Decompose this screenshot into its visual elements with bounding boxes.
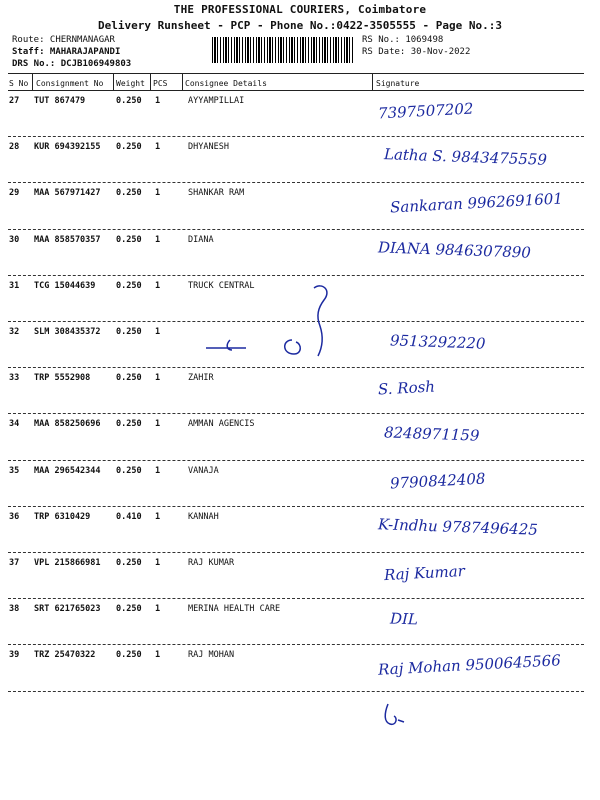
row-sno: 31 bbox=[9, 280, 20, 291]
signature-ink: Sankaran 9962691601 bbox=[389, 189, 564, 217]
row-sno: 32 bbox=[9, 327, 20, 337]
signature-ink: K-Indhu 9787496425 bbox=[377, 515, 539, 539]
row-consignee: DIANA bbox=[188, 234, 214, 245]
row-separator bbox=[8, 182, 584, 183]
drs-label: DRS No.: DCJB106949803 bbox=[12, 59, 132, 69]
row-weight: 0.250 bbox=[116, 280, 142, 291]
row-sno: 28 bbox=[9, 142, 20, 153]
route-label: Route: CHERNMANAGAR bbox=[12, 35, 115, 45]
row-consignee: RAJ MOHAN bbox=[188, 650, 235, 661]
row-consignment-no: KUR 694392155 bbox=[34, 142, 101, 153]
row-pcs: 1 bbox=[155, 419, 161, 430]
row-pcs: 1 bbox=[155, 650, 161, 661]
row-sno: 39 bbox=[9, 650, 20, 661]
header-top-rule bbox=[8, 73, 584, 74]
row-sno: 35 bbox=[9, 465, 20, 476]
table-row bbox=[8, 373, 584, 419]
row-consignee: TRUCK CENTRAL bbox=[188, 280, 255, 291]
row-separator bbox=[8, 552, 584, 553]
signature-ink: Raj Kumar bbox=[383, 561, 466, 585]
row-pcs: 1 bbox=[155, 96, 161, 106]
row-consignment-no: TUT 867479 bbox=[34, 96, 86, 106]
row-consignment-no: MAA 296542344 bbox=[34, 465, 101, 476]
row-pcs: 1 bbox=[155, 373, 161, 384]
row-pcs: 1 bbox=[155, 604, 161, 615]
row-consignee: RAJ KUMAR bbox=[188, 558, 235, 568]
col-divider bbox=[113, 74, 114, 90]
row-weight: 0.250 bbox=[116, 419, 142, 430]
runsheet-title: THE PROFESSIONAL COURIERS, Coimbatore bbox=[173, 3, 427, 16]
row-separator bbox=[8, 644, 584, 645]
col-consignee: Consignee Details bbox=[185, 79, 267, 88]
col-signature: Signature bbox=[376, 79, 420, 88]
row-sno: 29 bbox=[9, 188, 20, 199]
row-sno: 38 bbox=[9, 604, 20, 615]
row-weight: 0.250 bbox=[116, 327, 142, 337]
signature-ink: Latha S. 9843475559 bbox=[383, 145, 548, 170]
row-weight: 0.410 bbox=[116, 511, 142, 522]
signature-ink: DIANA 9846307890 bbox=[377, 237, 532, 262]
ink-scrawl bbox=[196, 282, 366, 372]
row-consignee: KANNAH bbox=[188, 511, 219, 522]
signature-ink: 9790842408 bbox=[389, 469, 486, 493]
meta-right bbox=[362, 34, 470, 58]
table-row bbox=[8, 604, 584, 650]
ink-mark bbox=[380, 700, 410, 730]
col-divider bbox=[372, 74, 373, 90]
runsheet-subtitle: Delivery Runsheet - PCP - Phone No.:0422-3505555 - Page No.:3 bbox=[98, 19, 502, 32]
row-weight: 0.250 bbox=[116, 234, 142, 245]
col-sno: S No bbox=[9, 79, 29, 88]
row-consignment-no: MAA 567971427 bbox=[34, 188, 101, 199]
row-consignee: ZAHIR bbox=[188, 373, 214, 384]
table-row bbox=[8, 558, 584, 604]
row-sno: 34 bbox=[9, 419, 20, 430]
row-consignment-no: MAA 858570357 bbox=[34, 234, 101, 245]
signature-ink: 8248971159 bbox=[383, 423, 480, 446]
row-separator bbox=[8, 275, 584, 276]
row-consignment-no: SLM 308435372 bbox=[34, 327, 101, 337]
table-row bbox=[8, 96, 584, 142]
row-pcs: 1 bbox=[155, 142, 161, 153]
col-consignment: Consignment No bbox=[36, 79, 104, 88]
col-weight: Weight bbox=[116, 79, 145, 88]
signature-ink: 9513292220 bbox=[389, 331, 486, 353]
row-consignment-no: TRP 6310429 bbox=[34, 511, 91, 522]
row-consignee: DHYANESH bbox=[188, 142, 229, 153]
row-weight: 0.250 bbox=[116, 188, 142, 199]
row-weight: 0.250 bbox=[116, 558, 142, 568]
rs-no-label: RS No.: 1069498 bbox=[362, 35, 444, 45]
col-divider bbox=[32, 74, 33, 90]
signature-ink: 7397507202 bbox=[377, 99, 474, 123]
row-pcs: 1 bbox=[155, 188, 161, 199]
row-pcs: 1 bbox=[155, 511, 161, 522]
barcode bbox=[212, 37, 354, 63]
row-pcs: 1 bbox=[155, 327, 161, 337]
rs-date-label: RS Date: 30-Nov-2022 bbox=[362, 47, 471, 57]
row-weight: 0.250 bbox=[116, 604, 142, 615]
row-pcs: 1 bbox=[155, 558, 161, 568]
staff-label: Staff: MAHARAJAPANDI bbox=[12, 47, 121, 57]
signature-ink: DIL bbox=[389, 609, 419, 629]
row-consignee: VANAJA bbox=[188, 465, 219, 476]
row-pcs: 1 bbox=[155, 280, 161, 291]
row-pcs: 1 bbox=[155, 234, 161, 245]
col-pcs: PCS bbox=[153, 79, 168, 88]
col-divider bbox=[182, 74, 183, 90]
row-separator bbox=[8, 136, 584, 137]
row-consignment-no: SRT 621765023 bbox=[34, 604, 101, 615]
row-consignment-no: TCG 15044639 bbox=[34, 280, 96, 291]
row-weight: 0.250 bbox=[116, 373, 142, 384]
row-consignment-no: TRZ 25470322 bbox=[34, 650, 96, 661]
row-sno: 36 bbox=[9, 511, 20, 522]
row-sno: 27 bbox=[9, 96, 20, 106]
table-row bbox=[8, 466, 584, 512]
row-separator bbox=[8, 229, 584, 230]
row-weight: 0.250 bbox=[116, 465, 142, 476]
row-consignee: AYYAMPILLAI bbox=[188, 96, 245, 106]
row-separator bbox=[8, 598, 584, 599]
table-row bbox=[8, 419, 584, 465]
row-sno: 37 bbox=[9, 558, 20, 568]
header-bottom-rule bbox=[8, 90, 584, 91]
signature-ink: S. Rosh bbox=[377, 377, 436, 399]
row-separator bbox=[8, 413, 584, 414]
row-pcs: 1 bbox=[155, 465, 161, 476]
row-separator bbox=[8, 506, 584, 507]
row-weight: 0.250 bbox=[116, 142, 142, 153]
row-sno: 33 bbox=[9, 373, 20, 384]
row-consignee: MERINA HEALTH CARE bbox=[188, 604, 281, 615]
row-consignee: SHANKAR RAM bbox=[188, 188, 245, 199]
row-consignment-no: MAA 858250696 bbox=[34, 419, 101, 430]
row-separator bbox=[8, 691, 584, 692]
row-consignment-no: TRP 5552908 bbox=[34, 373, 91, 384]
signature-ink: Raj Mohan 9500645566 bbox=[377, 651, 562, 680]
row-consignee: AMMAN AGENCIS bbox=[188, 419, 255, 430]
meta-left bbox=[12, 34, 131, 70]
row-separator bbox=[8, 460, 584, 461]
row-consignment-no: VPL 215866981 bbox=[34, 558, 101, 568]
col-divider bbox=[150, 74, 151, 90]
row-weight: 0.250 bbox=[116, 96, 142, 106]
row-sno: 30 bbox=[9, 234, 20, 245]
row-weight: 0.250 bbox=[116, 650, 142, 661]
